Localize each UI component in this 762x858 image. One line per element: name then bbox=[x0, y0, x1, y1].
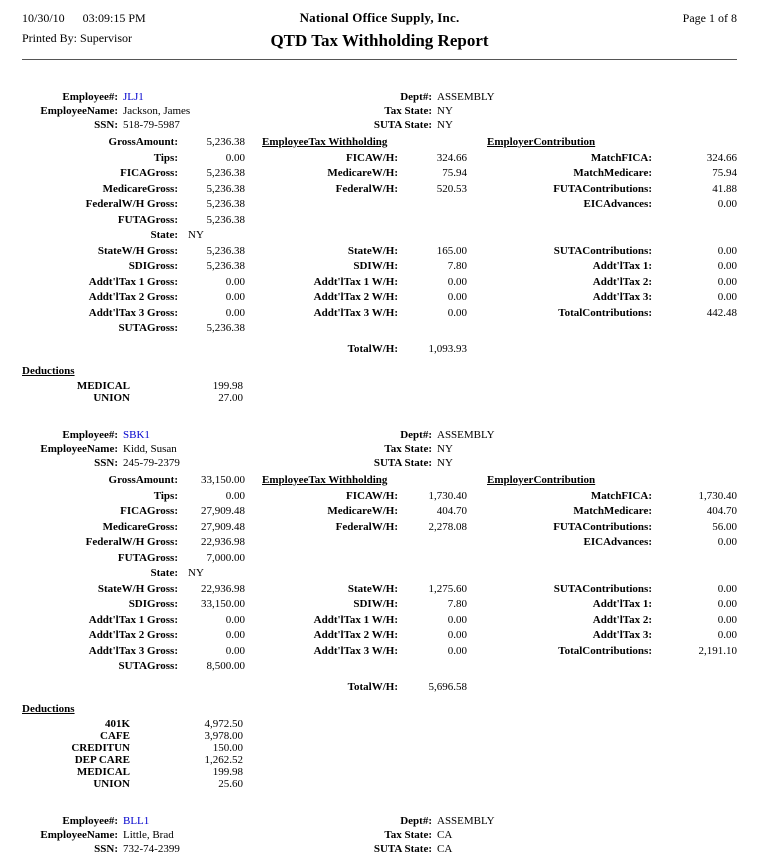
detail-row bbox=[22, 166, 737, 182]
deduction-amount: 1,262.52 bbox=[204, 754, 243, 766]
field-label: MatchMedicare: bbox=[573, 505, 652, 517]
field-label: FUTAGross: bbox=[117, 551, 178, 564]
detail-row bbox=[22, 213, 737, 229]
deduction-row bbox=[22, 392, 737, 404]
field-label: Addt'lTax 1 Gross: bbox=[88, 613, 178, 626]
page-number: Page 1 of 8 bbox=[682, 11, 737, 25]
field-label: FICAGross: bbox=[120, 167, 178, 179]
field-value: 0.00 bbox=[717, 582, 737, 595]
field-value: ASSEMBLY bbox=[437, 429, 495, 441]
field-value: 75.94 bbox=[442, 167, 467, 179]
field-value: 1,730.40 bbox=[428, 489, 467, 502]
detail-row bbox=[22, 551, 737, 567]
section-header-employer-contribution: EmployerContribution bbox=[487, 136, 596, 148]
field-value: 0.00 bbox=[225, 291, 245, 303]
field-label: EmployeeName: bbox=[40, 105, 118, 117]
field-value: NY bbox=[188, 567, 204, 579]
employee-header-row bbox=[22, 828, 737, 842]
field-value: 0.00 bbox=[225, 489, 245, 502]
employee-header-row bbox=[22, 456, 737, 470]
deduction-amount: 3,978.00 bbox=[204, 730, 243, 742]
field-value: Jackson, James bbox=[123, 105, 191, 117]
field-label: Dept#: bbox=[400, 815, 432, 827]
field-value: 5,236.38 bbox=[206, 167, 245, 179]
employee-block bbox=[22, 814, 737, 856]
deduction-name: DEP CARE bbox=[74, 754, 130, 766]
field-label: SSN: bbox=[94, 119, 118, 131]
field-label: Employee#: bbox=[62, 429, 118, 441]
detail-row bbox=[22, 321, 737, 337]
header-left bbox=[22, 11, 146, 46]
field-label: EmployeeName: bbox=[40, 443, 118, 455]
field-label: FederalW/H Gross: bbox=[85, 198, 178, 210]
field-value: 0.00 bbox=[717, 536, 737, 548]
field-value: 442.48 bbox=[706, 306, 737, 319]
field-value: 33,150.00 bbox=[201, 598, 245, 610]
field-value: 0.00 bbox=[225, 613, 245, 626]
company-name: National Office Supply, Inc. bbox=[299, 10, 460, 25]
employee-number: BLL1 bbox=[123, 815, 150, 827]
field-label: SUTA State: bbox=[373, 843, 432, 855]
employee-block bbox=[22, 428, 737, 790]
field-value: 5,236.38 bbox=[206, 182, 245, 195]
field-value: 22,936.98 bbox=[201, 582, 245, 595]
field-value: 0.00 bbox=[447, 306, 467, 319]
field-value: CA bbox=[437, 843, 453, 855]
field-label: Addt'lTax 2 Gross: bbox=[88, 291, 178, 303]
field-label: TotalW/H: bbox=[347, 342, 398, 355]
detail-row bbox=[22, 504, 737, 520]
field-value: 7.80 bbox=[447, 598, 467, 610]
section-header-employee-tax-withholding: EmployeeTax Withholding bbox=[262, 136, 388, 148]
field-label: Addt'lTax 2: bbox=[592, 613, 652, 626]
field-label: Addt'lTax 2 W/H: bbox=[313, 629, 398, 641]
field-label: State: bbox=[150, 229, 178, 241]
detail-row bbox=[22, 290, 737, 306]
detail-row bbox=[22, 197, 737, 213]
field-label: Addt'lTax 1 Gross: bbox=[88, 275, 178, 288]
field-value: CA bbox=[437, 829, 453, 841]
field-value: 324.66 bbox=[436, 151, 467, 164]
deduction-name: CREDITUN bbox=[71, 742, 130, 754]
field-value: 0.00 bbox=[447, 629, 467, 641]
deduction-name: UNION bbox=[93, 778, 130, 790]
field-label: SDIGross: bbox=[128, 260, 178, 272]
field-label: FUTAContributions: bbox=[553, 182, 652, 195]
deduction-name: UNION bbox=[93, 392, 130, 404]
field-label: SUTAContributions: bbox=[553, 582, 652, 595]
field-value: 5,236.38 bbox=[206, 198, 245, 210]
field-value: 0.00 bbox=[717, 629, 737, 641]
employee-header-row bbox=[22, 814, 737, 828]
field-label: Tips: bbox=[153, 489, 178, 502]
field-label: State: bbox=[150, 567, 178, 579]
field-label: Addt'lTax 2 Gross: bbox=[88, 629, 178, 641]
detail-row bbox=[22, 582, 737, 598]
detail-row bbox=[22, 489, 737, 505]
field-value: NY bbox=[437, 119, 453, 131]
field-value: Kidd, Susan bbox=[123, 443, 177, 455]
field-label: GrossAmount: bbox=[108, 474, 178, 486]
deduction-row bbox=[22, 766, 737, 778]
field-value: 0.00 bbox=[225, 306, 245, 319]
employee-header-row bbox=[22, 90, 737, 104]
field-value: 404.70 bbox=[706, 505, 737, 517]
deduction-amount: 4,972.50 bbox=[204, 718, 243, 730]
field-label: StateW/H Gross: bbox=[97, 244, 178, 257]
field-label: Addt'lTax 1: bbox=[592, 598, 652, 610]
field-label: SUTA State: bbox=[373, 119, 432, 131]
field-value: 1,093.93 bbox=[428, 342, 467, 355]
field-label: Addt'lTax 1: bbox=[592, 260, 652, 272]
field-value: 56.00 bbox=[712, 520, 737, 533]
field-label: Dept#: bbox=[400, 429, 432, 441]
field-value: 27,909.48 bbox=[201, 505, 245, 517]
field-label: Addt'lTax 3 Gross: bbox=[88, 306, 178, 319]
section-header-employee-tax-withholding: EmployeeTax Withholding bbox=[262, 474, 388, 486]
field-label: StateW/H Gross: bbox=[97, 582, 178, 595]
field-value: 0.00 bbox=[225, 151, 245, 164]
field-label: MatchFICA: bbox=[590, 489, 652, 502]
field-value: 0.00 bbox=[717, 291, 737, 303]
field-label: Employee#: bbox=[62, 91, 118, 103]
deduction-amount: 199.98 bbox=[212, 766, 243, 778]
field-value: 0.00 bbox=[225, 275, 245, 288]
field-label: MatchMedicare: bbox=[573, 167, 652, 179]
field-label: Addt'lTax 2: bbox=[592, 275, 652, 288]
deduction-row bbox=[22, 718, 737, 730]
detail-row bbox=[22, 659, 737, 675]
field-value: NY bbox=[437, 457, 453, 469]
detail-row bbox=[22, 535, 737, 551]
detail-row bbox=[22, 135, 737, 151]
field-value: 0.00 bbox=[717, 244, 737, 257]
field-value: NY bbox=[188, 229, 204, 241]
field-label: Addt'lTax 3 W/H: bbox=[313, 306, 398, 319]
field-label: FICAGross: bbox=[120, 505, 178, 517]
field-value: 2,191.10 bbox=[698, 644, 737, 657]
field-value: 0.00 bbox=[225, 644, 245, 657]
field-label: SUTA State: bbox=[373, 457, 432, 469]
field-label: SUTAGross: bbox=[118, 322, 178, 334]
field-value: 5,236.38 bbox=[206, 260, 245, 272]
printed-by-value: Supervisor bbox=[80, 31, 133, 45]
detail-row bbox=[22, 613, 737, 629]
field-label: GrossAmount: bbox=[108, 136, 178, 148]
deduction-name: MEDICAL bbox=[76, 380, 130, 392]
deductions-list bbox=[22, 718, 737, 790]
field-value: 0.00 bbox=[447, 644, 467, 657]
employee-header-row bbox=[22, 428, 737, 442]
employee-header bbox=[22, 814, 737, 856]
section-header-employer-contribution: EmployerContribution bbox=[487, 474, 596, 486]
detail-row bbox=[22, 182, 737, 198]
field-label: EICAdvances: bbox=[583, 536, 652, 548]
field-label: FUTAGross: bbox=[117, 213, 178, 226]
field-label: StateW/H: bbox=[347, 244, 398, 257]
print-time: 03:09:15 PM bbox=[82, 11, 146, 25]
employee-header-row bbox=[22, 842, 737, 856]
detail-row bbox=[22, 151, 737, 167]
detail-row bbox=[22, 275, 737, 291]
employee-block bbox=[22, 90, 737, 404]
field-label: Addt'lTax 1 W/H: bbox=[313, 275, 398, 288]
detail-row bbox=[22, 306, 737, 322]
detail-row bbox=[22, 597, 737, 613]
field-value: 8,500.00 bbox=[206, 660, 245, 672]
field-label: SDIW/H: bbox=[353, 598, 398, 610]
field-value: 0.00 bbox=[717, 260, 737, 272]
detail-row bbox=[22, 473, 737, 489]
field-label: SSN: bbox=[94, 457, 118, 469]
employee-header-row bbox=[22, 118, 737, 132]
field-value: 5,236.38 bbox=[206, 244, 245, 257]
detail-row bbox=[22, 566, 737, 582]
field-label: MatchFICA: bbox=[590, 151, 652, 164]
detail-grid bbox=[22, 135, 737, 357]
deduction-amount: 150.00 bbox=[212, 742, 243, 754]
detail-grid bbox=[22, 473, 737, 695]
field-value: ASSEMBLY bbox=[437, 91, 495, 103]
deductions-header: Deductions bbox=[22, 703, 75, 715]
field-label: FederalW/H: bbox=[335, 182, 398, 195]
employee-number: JLJ1 bbox=[123, 91, 144, 103]
print-date: 10/30/10 bbox=[22, 11, 65, 25]
field-label: MedicareGross: bbox=[102, 520, 178, 533]
field-label: SUTAGross: bbox=[118, 660, 178, 672]
field-value: 75.94 bbox=[712, 167, 737, 179]
employee-number: SBK1 bbox=[123, 429, 150, 441]
employee-header bbox=[22, 428, 737, 470]
field-value: NY bbox=[437, 443, 453, 455]
employee-header-row bbox=[22, 104, 737, 118]
detail-row bbox=[22, 644, 737, 660]
deductions-header: Deductions bbox=[22, 365, 75, 377]
field-label: Tax State: bbox=[384, 105, 432, 117]
field-value: 732-74-2399 bbox=[123, 843, 180, 855]
field-label: EICAdvances: bbox=[583, 198, 652, 210]
deduction-row bbox=[22, 742, 737, 754]
field-value: 0.00 bbox=[447, 291, 467, 303]
field-label: EmployeeName: bbox=[40, 829, 118, 841]
field-label: MedicareW/H: bbox=[327, 505, 398, 517]
field-value: NY bbox=[437, 105, 453, 117]
field-label: Tax State: bbox=[384, 829, 432, 841]
field-label: Dept#: bbox=[400, 91, 432, 103]
employee-header-row bbox=[22, 442, 737, 456]
field-label: TotalContributions: bbox=[558, 306, 652, 319]
field-label: TotalW/H: bbox=[347, 680, 398, 693]
field-value: 1,730.40 bbox=[698, 489, 737, 502]
deduction-amount: 27.00 bbox=[218, 392, 243, 404]
field-label: StateW/H: bbox=[347, 582, 398, 595]
detail-row bbox=[22, 520, 737, 536]
field-value: 1,275.60 bbox=[428, 582, 467, 595]
field-value: 165.00 bbox=[436, 244, 467, 257]
detail-row bbox=[22, 244, 737, 260]
field-value: 0.00 bbox=[447, 613, 467, 626]
field-value: 0.00 bbox=[717, 598, 737, 610]
deduction-row bbox=[22, 754, 737, 766]
field-value: 0.00 bbox=[447, 275, 467, 288]
field-value: 518-79-5987 bbox=[123, 119, 180, 131]
field-label: SDIW/H: bbox=[353, 260, 398, 272]
printed-by bbox=[22, 31, 146, 46]
report-title: QTD Tax Withholding Report bbox=[270, 31, 489, 50]
deduction-name: CAFE bbox=[100, 730, 130, 742]
deductions-list bbox=[22, 380, 737, 404]
detail-row bbox=[22, 342, 737, 358]
field-label: Tips: bbox=[153, 151, 178, 164]
deduction-name: MEDICAL bbox=[76, 766, 130, 778]
field-value: ASSEMBLY bbox=[437, 815, 495, 827]
deduction-amount: 199.98 bbox=[212, 380, 243, 392]
field-label: Employee#: bbox=[62, 815, 118, 827]
field-label: Addt'lTax 3: bbox=[592, 291, 652, 303]
detail-row bbox=[22, 628, 737, 644]
field-label: MedicareGross: bbox=[102, 182, 178, 195]
field-label: FUTAContributions: bbox=[553, 520, 652, 533]
field-label: Addt'lTax 1 W/H: bbox=[313, 613, 398, 626]
field-value: 33,150.00 bbox=[201, 474, 245, 486]
field-value: 0.00 bbox=[717, 198, 737, 210]
field-value: 27,909.48 bbox=[201, 520, 245, 533]
deduction-row bbox=[22, 778, 737, 790]
field-label: Addt'lTax 3 Gross: bbox=[88, 644, 178, 657]
field-label: Tax State: bbox=[384, 443, 432, 455]
field-value: 7.80 bbox=[447, 260, 467, 272]
employee-header bbox=[22, 90, 737, 132]
deduction-amount: 25.60 bbox=[218, 778, 243, 790]
field-value: 0.00 bbox=[225, 629, 245, 641]
field-label: TotalContributions: bbox=[558, 644, 652, 657]
field-value: 5,236.38 bbox=[206, 322, 245, 334]
field-value: 5,696.58 bbox=[428, 680, 467, 693]
deduction-row bbox=[22, 380, 737, 392]
field-label: SDIGross: bbox=[128, 598, 178, 610]
field-value: Little, Brad bbox=[123, 829, 174, 841]
field-label: Addt'lTax 3 W/H: bbox=[313, 644, 398, 657]
field-value: 22,936.98 bbox=[201, 536, 245, 548]
field-label: FICAW/H: bbox=[346, 151, 398, 164]
field-value: 404.70 bbox=[436, 505, 467, 517]
report-body bbox=[22, 60, 737, 856]
field-value: 41.88 bbox=[712, 182, 737, 195]
field-value: 7,000.00 bbox=[206, 551, 245, 564]
deduction-row bbox=[22, 730, 737, 742]
printed-by-label: Printed By: bbox=[22, 31, 78, 45]
field-label: SSN: bbox=[94, 843, 118, 855]
field-value: 245-79-2379 bbox=[123, 457, 180, 469]
field-label: Addt'lTax 3: bbox=[592, 629, 652, 641]
field-label: FederalW/H Gross: bbox=[85, 536, 178, 548]
detail-row bbox=[22, 228, 737, 244]
field-label: FICAW/H: bbox=[346, 489, 398, 502]
field-label: SUTAContributions: bbox=[553, 244, 652, 257]
field-value: 5,236.38 bbox=[206, 213, 245, 226]
field-label: Addt'lTax 2 W/H: bbox=[313, 291, 398, 303]
field-value: 5,236.38 bbox=[206, 136, 245, 148]
field-value: 2,278.08 bbox=[428, 520, 467, 533]
detail-row bbox=[22, 259, 737, 275]
field-label: MedicareW/H: bbox=[327, 167, 398, 179]
print-datetime bbox=[22, 11, 146, 26]
field-value: 0.00 bbox=[717, 275, 737, 288]
detail-row bbox=[22, 680, 737, 696]
field-label: FederalW/H: bbox=[335, 520, 398, 533]
field-value: 520.53 bbox=[436, 182, 467, 195]
field-value: 0.00 bbox=[717, 613, 737, 626]
deduction-name: 401K bbox=[104, 718, 130, 730]
report-header bbox=[22, 10, 737, 60]
field-value: 324.66 bbox=[706, 151, 737, 164]
